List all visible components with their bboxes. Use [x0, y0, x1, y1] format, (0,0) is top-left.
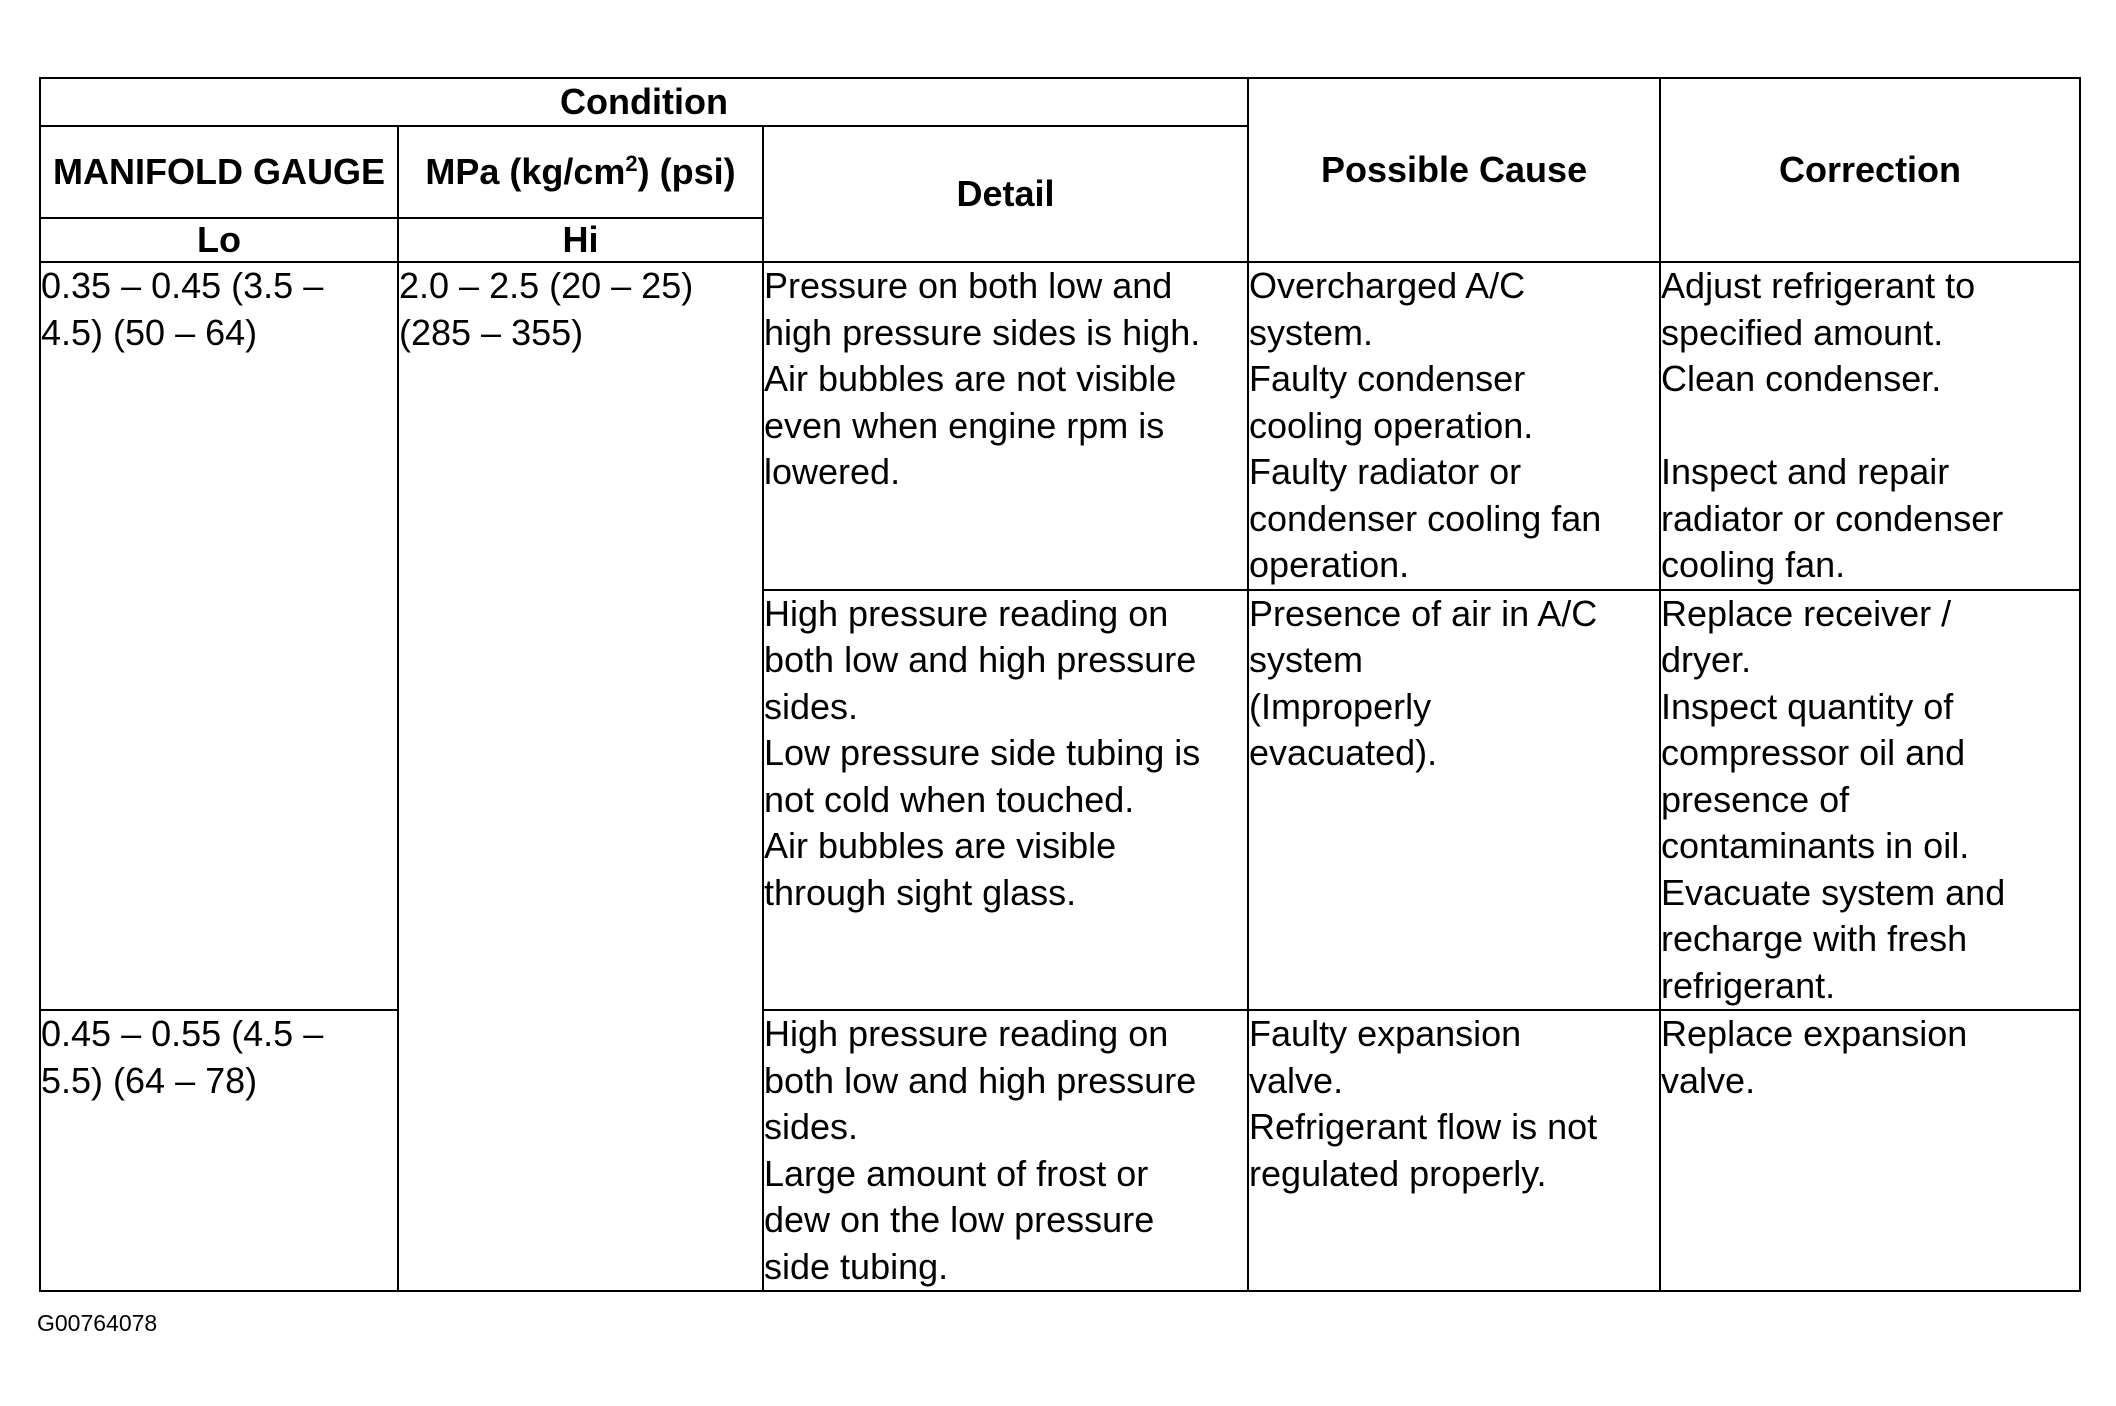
ac-diagnosis-table: [39, 77, 2081, 1292]
pressure-unit-header: [398, 126, 763, 218]
header-row-condition: [40, 78, 2080, 126]
lo-value-cell: 0.45 – 0.55 (4.5 – 5.5) (64 – 78): [40, 1010, 398, 1291]
correction-cell: Replace expansion valve.: [1660, 1010, 2080, 1291]
manifold-gauge-header: MANIFOLD GAUGE: [40, 126, 398, 218]
detail-cell: High pressure reading on both low and high pressure sides. Large amount of frost or dew on the low pressure side tubing.: [763, 1010, 1248, 1291]
cause-cell: Faulty expansion valve. Refrigerant flow is not regulated properly.: [1248, 1010, 1660, 1291]
detail-header: Detail: [763, 126, 1248, 262]
possible-cause-header: Possible Cause: [1248, 78, 1660, 262]
lo-header: Lo: [40, 218, 398, 262]
lo-value-cell: 0.35 – 0.45 (3.5 – 4.5) (50 – 64): [40, 262, 398, 1010]
condition-header: Condition: [40, 78, 1248, 126]
pressure-unit-main: MPa (kg/cm: [425, 151, 626, 192]
correction-cell: Replace receiver / dryer. Inspect quantity of compressor oil and presence of contaminants in oil. Evacuate system and recharge with fresh refrigerant.: [1660, 590, 2080, 1011]
hi-value-cell: 2.0 – 2.5 (20 – 25) (285 – 355): [398, 262, 763, 1291]
figure-id-caption: G00764078: [37, 1310, 158, 1336]
table-row: [40, 262, 2080, 590]
correction-header: Correction: [1660, 78, 2080, 262]
table-row: [40, 1010, 2080, 1291]
cause-cell: Overcharged A/C system. Faulty condenser cooling operation. Faulty radiator or condenser cooling fan operation.: [1248, 262, 1660, 590]
cause-cell: Presence of air in A/C system (Improperly evacuated).: [1248, 590, 1660, 1011]
detail-cell: Pressure on both low and high pressure sides is high. Air bubbles are not visible even when engine rpm is lowered.: [763, 262, 1248, 590]
pressure-unit-sup: 2: [625, 151, 638, 176]
hi-header: Hi: [398, 218, 763, 262]
detail-cell: High pressure reading on both low and high pressure sides. Low pressure side tubing is not cold when touched. Air bubbles are visible through sight glass.: [763, 590, 1248, 1011]
correction-cell: Adjust refrigerant to specified amount. Clean condenser. Inspect and repair radiator or condenser cooling fan.: [1660, 262, 2080, 590]
diagnosis-table-container: [39, 77, 2079, 1292]
pressure-unit-tail: ) (psi): [637, 151, 736, 192]
